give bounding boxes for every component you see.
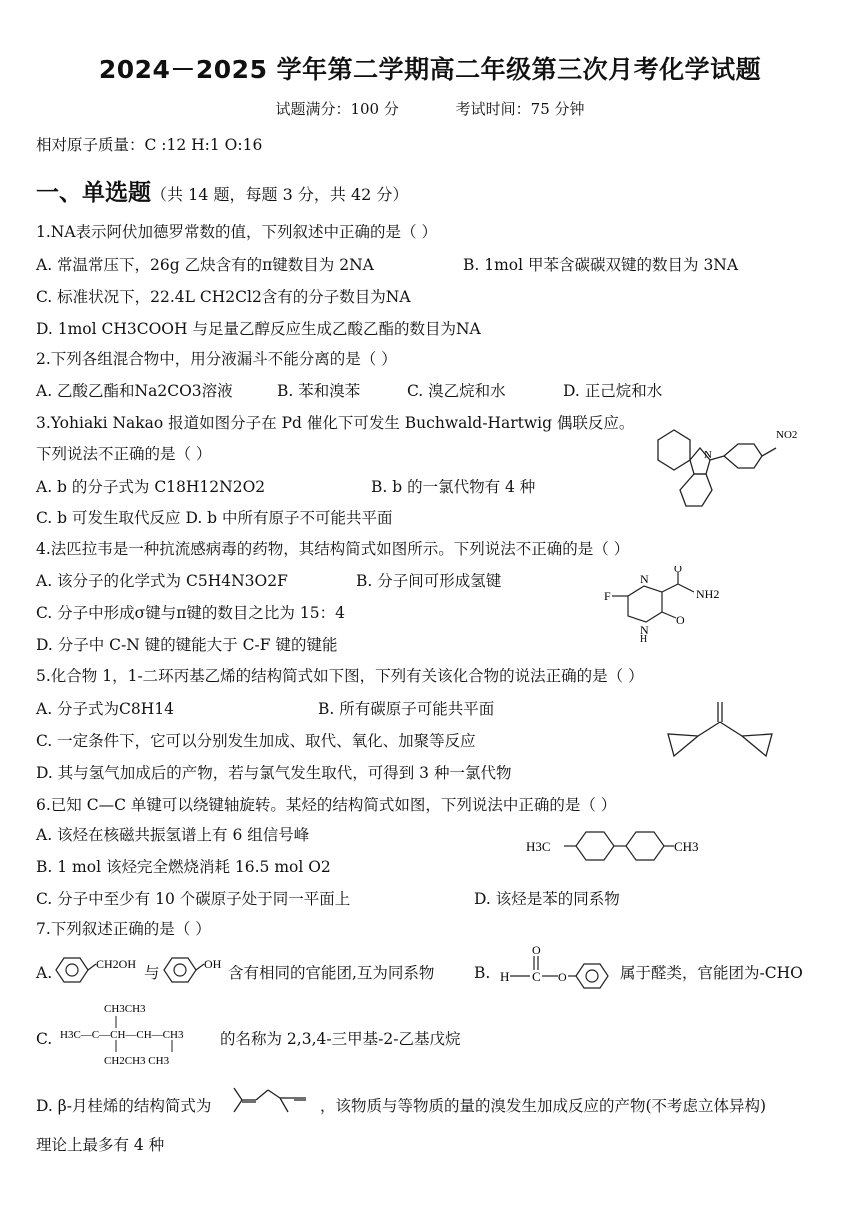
q7-a-benzyl-alcohol-structure bbox=[52, 952, 144, 988]
atomic-mass: 相对原子质量：C :12 H:1 O:16 bbox=[36, 136, 263, 154]
q7-a-phenol-structure bbox=[160, 952, 228, 988]
q7-option-b-text: 属于醛类，官能团为-CHO bbox=[620, 964, 803, 982]
q3-option-cd: C. b 可发生取代反应 D. b 中所有原子不可能共平面 bbox=[36, 509, 393, 527]
q6-left-methyl-label: H3C bbox=[526, 839, 551, 854]
q1-option-d: D. 1mol CH3COOH 与足量乙醇反应生成乙酸乙酯的数目为NA bbox=[36, 320, 481, 338]
q3-n-label: N bbox=[704, 449, 712, 461]
exam-info bbox=[0, 98, 860, 119]
q3-option-a: A. b 的分子式为 C18H12N2O2 bbox=[36, 478, 266, 496]
q6-stem: 6.已知 C—C 单键可以绕键轴旋转。某烃的结构简式如图，下列说法中正确的是（ ） bbox=[36, 796, 617, 814]
q4-o1-label: O bbox=[674, 566, 682, 575]
exam-time: 考试时间：75 分钟 bbox=[455, 100, 585, 118]
q7-b-o-label: O bbox=[532, 944, 541, 957]
full-score: 试题满分：100 分 bbox=[275, 100, 399, 118]
exam-title: 2024－2025 学年第二学期高二年级第三次月考化学试题 bbox=[98, 55, 762, 84]
q7-c-alkane-structure bbox=[58, 998, 220, 1072]
q3-stem-2: 下列说法不正确的是（ ） bbox=[36, 445, 212, 463]
q2-option-b: B. 苯和溴苯 bbox=[277, 382, 361, 400]
q4-option-a: A. 该分子的化学式为 C5H4N3O2F bbox=[36, 572, 288, 590]
q7-option-d-text-2: 理论上最多有 4 种 bbox=[36, 1136, 165, 1154]
q2-stem: 2.下列各组混合物中，用分液漏斗不能分离的是（ ） bbox=[36, 350, 397, 368]
q1-option-a: A. 常温常压下，26g 乙炔含有的π键数目为 2NA bbox=[36, 256, 374, 274]
q4-h-label: H bbox=[640, 634, 648, 642]
q7-b-h-label: H bbox=[500, 969, 510, 984]
q7-d-myrcene-structure bbox=[230, 1084, 318, 1118]
q3-stem-1: 3.Yohiaki Nakao 报道如图分子在 Pd 催化下可发生 Buchwald-Hartwig 偶联反应。 bbox=[36, 414, 635, 432]
q1-stem: 1.NA表示阿伏加德罗常数的值，下列叙述中正确的是（ ） bbox=[36, 223, 437, 241]
q6-dimethylbiphenyl-structure bbox=[524, 826, 714, 866]
q6-option-b: B. 1 mol 该烃完全燃烧消耗 16.5 mol O2 bbox=[36, 858, 331, 876]
section-title: 一、单选题 bbox=[36, 180, 151, 206]
section-heading bbox=[36, 174, 408, 207]
q7-b-phenyl-formate-structure bbox=[496, 944, 620, 990]
q7-option-a-prefix: A. bbox=[36, 964, 53, 982]
q7-option-a-with: 与 bbox=[144, 964, 160, 982]
q7-option-b-prefix: B. bbox=[474, 964, 491, 982]
q7-option-a-text: 含有相同的官能团,互为同系物 bbox=[228, 964, 435, 982]
q5-stem: 5.化合物 1，1-二环丙基乙烯的结构简式如下图，下列有关该化合物的说法正确的是（ ） bbox=[36, 667, 644, 685]
q7-option-d-text: ，该物质与等物质的量的溴发生加成反应的产物(不考虑立体异构) bbox=[320, 1097, 767, 1115]
q3-option-b: B. b 的一氯代物有 4 种 bbox=[371, 478, 536, 496]
q4-o2-label: O bbox=[676, 613, 685, 627]
section-note: （共 14 题，每题 3 分，共 42 分） bbox=[151, 185, 409, 204]
q4-n2-label: N bbox=[640, 623, 649, 637]
q2-option-d: D. 正己烷和水 bbox=[563, 382, 663, 400]
q1-option-c: C. 标准状况下，22.4L CH2Cl2含有的分子数目为NA bbox=[36, 288, 411, 306]
q7-c-line1: CH3CH3 bbox=[104, 1003, 146, 1015]
q5-dicyclopropylethylene-structure bbox=[662, 700, 782, 762]
q7-a-oh-label: OH bbox=[204, 957, 222, 971]
q7-option-d-prefix: D. β-月桂烯的结构简式为 bbox=[36, 1097, 212, 1115]
q4-option-d: D. 分子中 C-N 键的键能大于 C-F 键的键能 bbox=[36, 636, 338, 654]
q2-option-c: C. 溴乙烷和水 bbox=[407, 382, 506, 400]
q4-stem: 4.法匹拉韦是一种抗流感病毒的药物，其结构简式如图所示。下列说法不正确的是（ ） bbox=[36, 540, 630, 558]
q7-b-c-label: C bbox=[532, 969, 541, 984]
q4-option-b: B. 分子间可形成氢键 bbox=[356, 572, 502, 590]
q3-carbazole-structure bbox=[640, 418, 820, 528]
q5-option-b: B. 所有碳原子可能共平面 bbox=[318, 700, 495, 718]
q6-option-c: C. 分子中至少有 10 个碳原子处于同一平面上 bbox=[36, 890, 351, 908]
q6-option-a: A. 该烃在核磁共振氢谱上有 6 组信号峰 bbox=[36, 826, 310, 844]
q7-c-line3: CH2CH3 CH3 bbox=[104, 1055, 170, 1067]
q7-b-o2-label: O bbox=[558, 970, 567, 984]
q7-a-ch2oh-label: CH2OH bbox=[96, 957, 137, 971]
q4-f-label: F bbox=[604, 589, 611, 603]
q4-nh2-label: NH2 bbox=[696, 587, 720, 601]
q7-stem: 7.下列叙述正确的是（ ） bbox=[36, 920, 211, 938]
q4-n1-label: N bbox=[640, 572, 649, 586]
q1-option-b: B. 1mol 甲苯含碳碳双键的数目为 3NA bbox=[463, 256, 739, 274]
q5-option-a: A. 分子式为C8H14 bbox=[36, 700, 175, 718]
q5-option-d: D. 其与氢气加成后的产物，若与氯气发生取代，可得到 3 种一氯代物 bbox=[36, 764, 512, 782]
q6-right-methyl-label: CH3 bbox=[674, 839, 699, 854]
q2-option-a: A. 乙酸乙酯和Na2CO3溶液 bbox=[36, 382, 233, 400]
q4-favipiravir-structure bbox=[600, 566, 740, 642]
q7-option-c-text: 的名称为 2,3,4-三甲基-2-乙基戊烷 bbox=[220, 1030, 461, 1048]
q4-option-c: C. 分子中形成σ键与π键的数目之比为 15：4 bbox=[36, 604, 345, 622]
q7-option-c-prefix: C. bbox=[36, 1030, 53, 1048]
q6-option-d: D. 该烃是苯的同系物 bbox=[474, 890, 620, 908]
q3-no2-label: NO2 bbox=[776, 429, 798, 441]
q5-option-c: C. 一定条件下，它可以分别发生加成、取代、氧化、加聚等反应 bbox=[36, 732, 476, 750]
q7-c-line2: H3C—C—CH—CH—CH3 bbox=[60, 1029, 184, 1041]
